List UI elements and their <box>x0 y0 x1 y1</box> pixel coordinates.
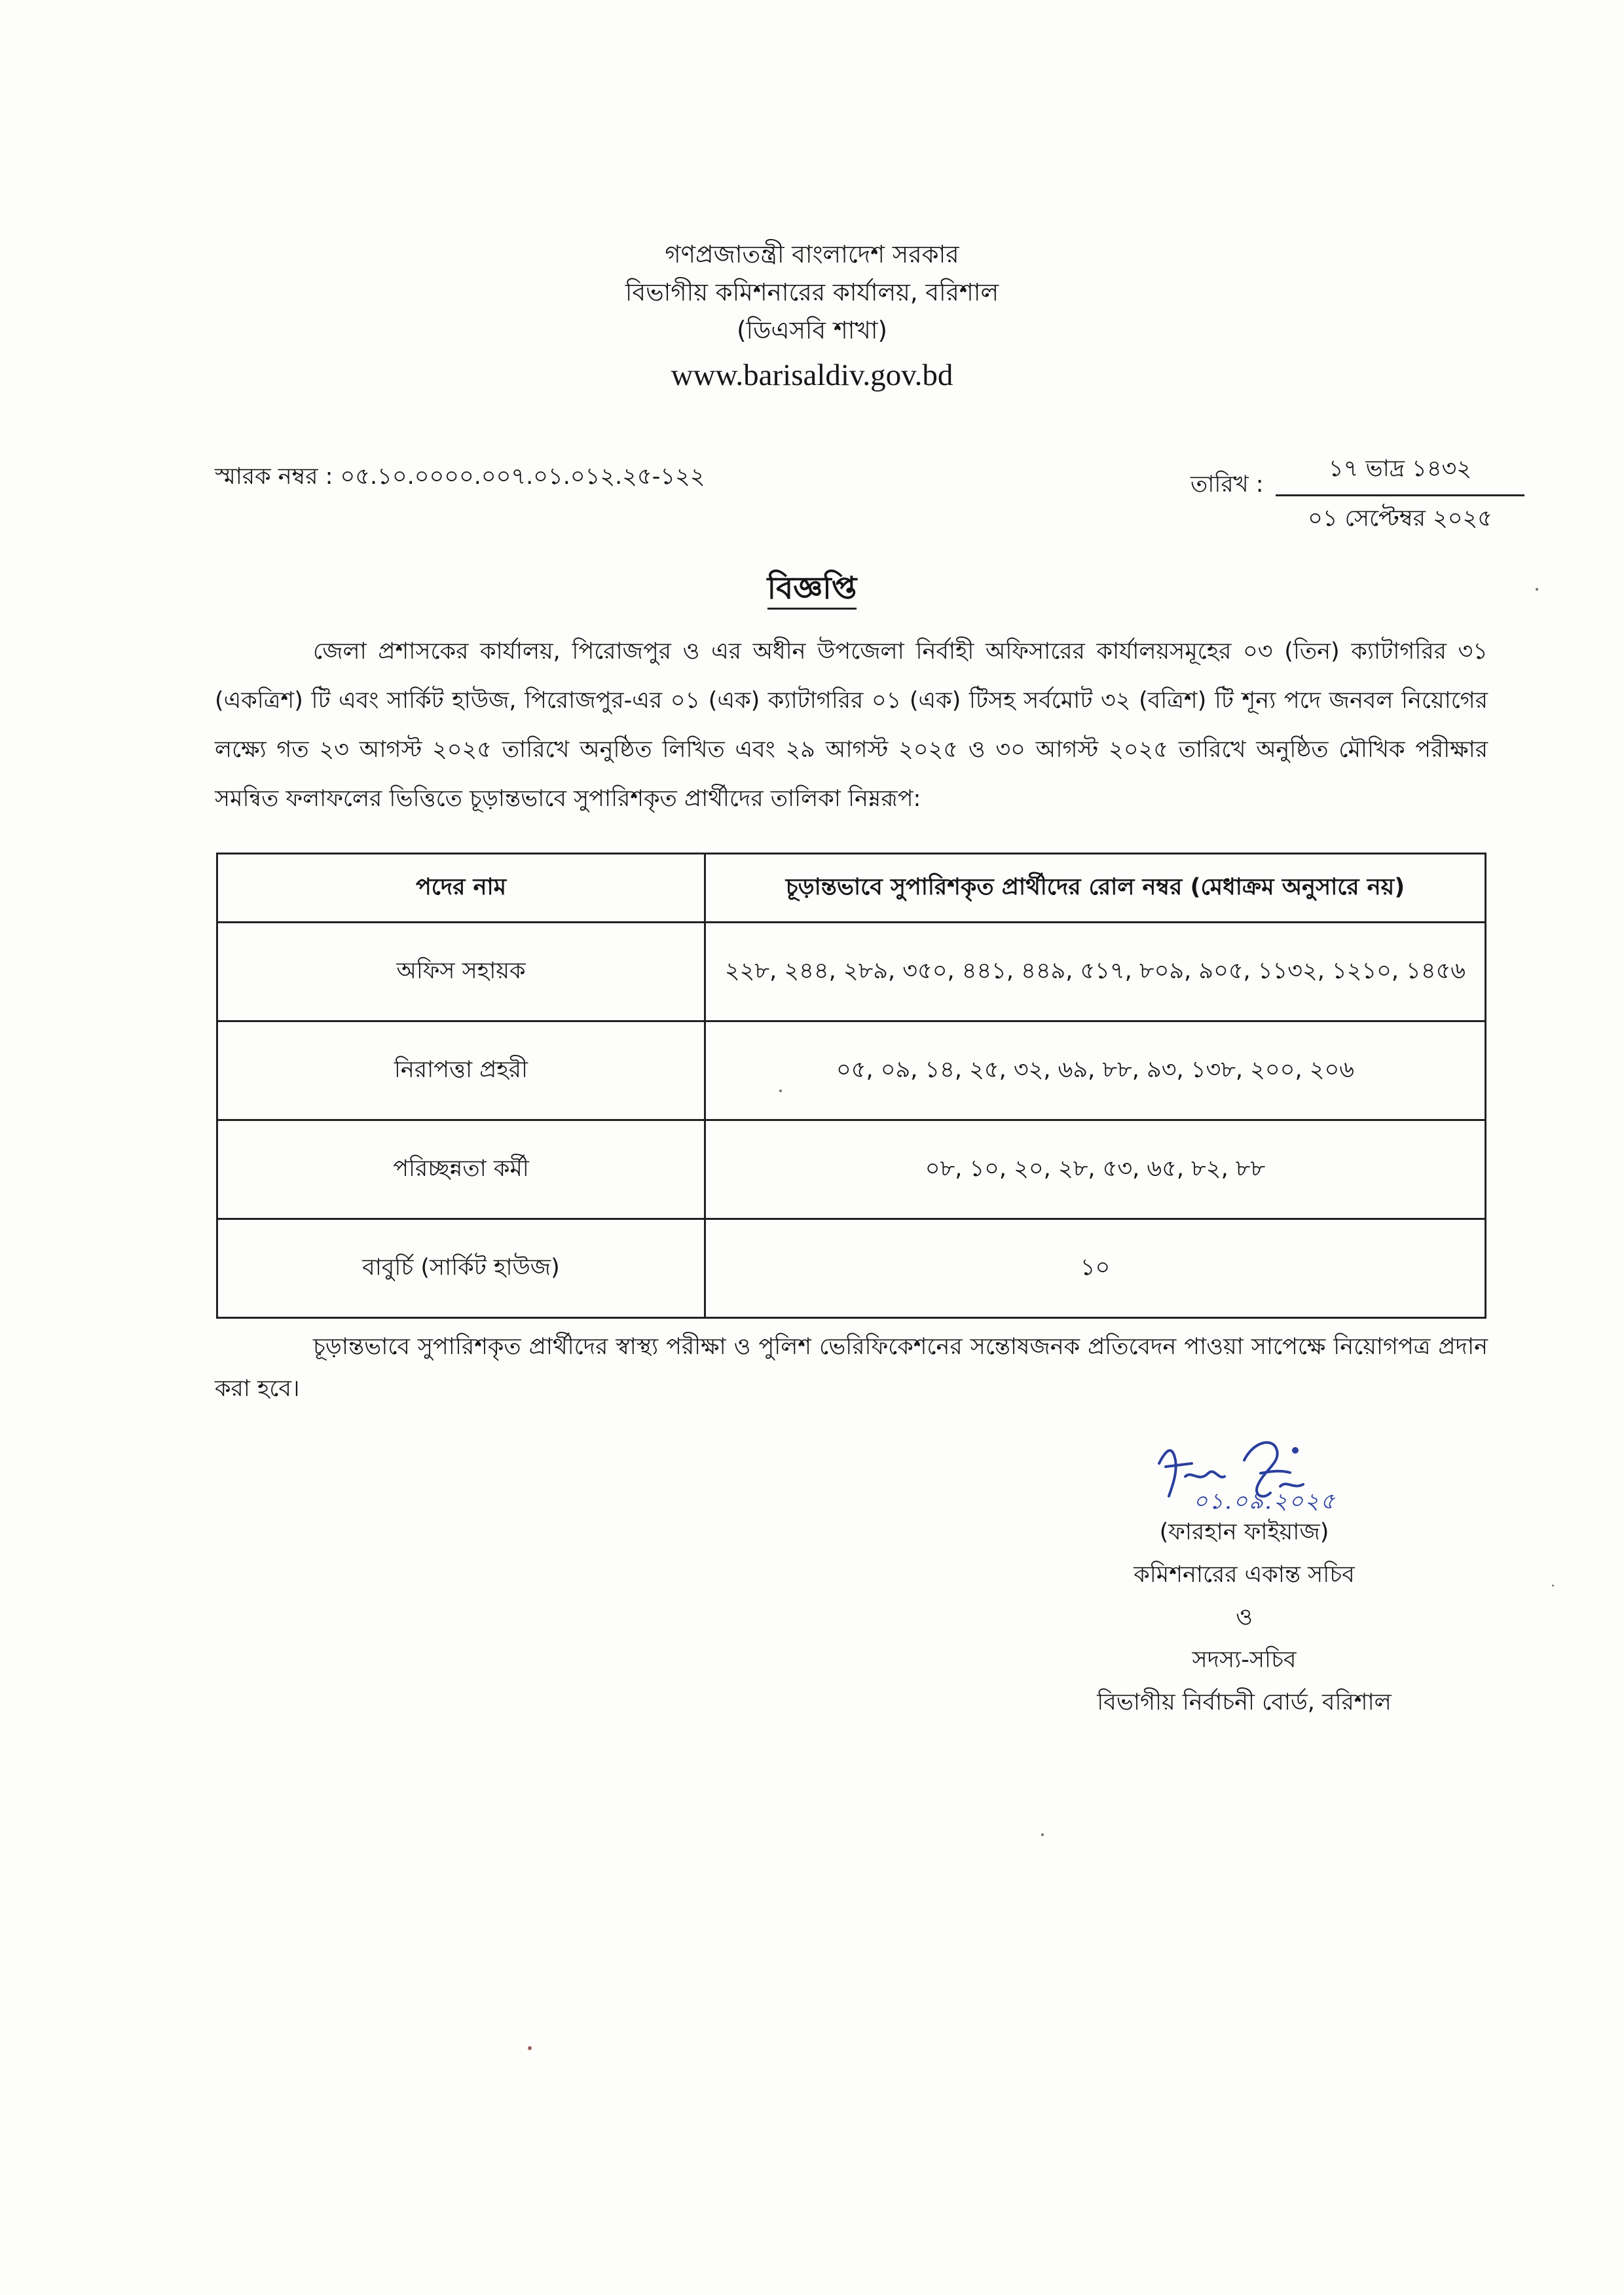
signatory-conjunction: ও <box>1236 1604 1253 1630</box>
scan-speck <box>1041 1833 1044 1836</box>
government-name: গণপ্রজাতন্ত্রী বাংলাদেশ সরকার <box>665 240 959 268</box>
post-name-cell: নিরাপত্তা প্রহরী <box>217 1021 705 1120</box>
date-label: তারিখ : <box>1190 471 1264 498</box>
notice-title-text: বিজ্ঞপ্তি <box>767 570 857 610</box>
post-name-cell: পরিচ্ছন্নতা কর্মী <box>217 1120 705 1219</box>
memo-number: স্মারক নম্বর : ০৫.১০.০০০০.০০৭.০১.০১২.২৫-১২২ <box>215 464 705 490</box>
table-row <box>217 1021 1486 1120</box>
scan-speck <box>528 2046 532 2050</box>
scan-speck <box>779 1090 782 1092</box>
table-header-row <box>217 854 1486 923</box>
date-block <box>1276 450 1524 539</box>
signature-date: ০১.০৯.২০২৫ <box>1193 1488 1337 1515</box>
roll-numbers-cell: ১০ <box>705 1219 1486 1318</box>
post-name-cell: বাবুর্চি (সার্কিট হাউজ) <box>217 1219 705 1318</box>
post-name-cell: অফিস সহায়ক <box>217 923 705 1021</box>
signatory-secondary-designation: সদস্য-সচিব <box>1192 1647 1297 1673</box>
notice-title <box>0 564 1624 615</box>
signatory-block <box>1035 1511 1454 1724</box>
table-row <box>217 923 1486 1021</box>
office-name: বিভাগীয় কমিশনারের কার্যালয়, বরিশাল <box>625 278 999 306</box>
closing-paragraph: চূড়ান্তভাবে সুপারিশকৃত প্রার্থীদের স্বাস্থ্য পরীক্ষা ও পুলিশ ভেরিফিকেশনের সন্তোষজনক প্রতিবেদন পাওয়া সাপেক্ষে নিয়োগপত্র প্রদান করা হবে। <box>215 1334 1488 1402</box>
table-row <box>217 1120 1486 1219</box>
roll-numbers-cell: ২২৮, ২৪৪, ২৮৯, ৩৫০, ৪৪১, ৪৪৯, ৫১৭, ৮০৯, ৯০৫, ১১৩২, ১২১০, ১৪৫৬ <box>705 923 1486 1021</box>
column-header-post: পদের নাম <box>217 854 705 923</box>
table-row <box>217 1219 1486 1318</box>
roll-numbers-cell: ০৮, ১০, ২০, ২৮, ৫৩, ৬৫, ৮২, ৮৮ <box>705 1120 1486 1219</box>
scan-speck <box>1552 1585 1554 1587</box>
roll-numbers-cell: ০৫, ০৯, ১৪, ২৫, ৩২, ৬৯, ৮৮, ৯৩, ১৩৮, ২০০, ২০৬ <box>705 1021 1486 1120</box>
results-table <box>216 853 1486 1319</box>
branch-name: (ডিএসবি শাখা) <box>737 316 887 344</box>
letterhead <box>0 236 1624 399</box>
date-bangla: ১৭ ভাদ্র ১৪৩২ <box>1276 450 1524 496</box>
signatory-name: (ফারহান ফাইয়াজ) <box>1159 1519 1329 1545</box>
column-header-rolls: চূড়ান্তভাবে সুপারিশকৃত প্রার্থীদের রোল নম্বর (মেধাক্রম অনুসারে নয়) <box>705 854 1486 923</box>
signatory-designation: কমিশনারের একান্ত সচিব <box>1134 1562 1355 1588</box>
website-link[interactable]: www.barisaldiv.gov.bd <box>671 358 953 392</box>
signatory-board: বিভাগীয় নির্বাচনী বোর্ড, বরিশাল <box>1097 1689 1392 1716</box>
scan-speck <box>1536 588 1538 591</box>
notice-body: জেলা প্রশাসকের কার্যালয়, পিরোজপুর ও এর অধীন উপজেলা নির্বাহী অফিসারের কার্যালয়সমূহের ০৩ (তিন) ক্যাটাগরির ৩১ (একত্রিশ) টি এবং সার্কিট হাউজ, পিরোজপুর-এর ০১ (এক) ক্যাটাগরির ০১ (এক) টিসহ সর্বমোট ৩২ (বত্রিশ) টি শূন্য পদে জনবল নিয়োগের লক্ষ্যে গত ২৩ আগস্ট ২০২৫ তারিখে অনুষ্ঠিত লিখিত এবং ২৯ আগস্ট ২০২৫ ও ৩০ আগস্ট ২০২৫ তারিখে অনুষ্ঠিত মৌখিক পরীক্ষার সমন্বিত ফলাফলের ভিত্তিতে চূড়ান্তভাবে সুপারিশকৃত প্রার্থীদের তালিকা নিম্নরূপ: <box>215 638 1488 812</box>
date-english: ০১ সেপ্টেম্বর ২০২৫ <box>1308 505 1492 532</box>
